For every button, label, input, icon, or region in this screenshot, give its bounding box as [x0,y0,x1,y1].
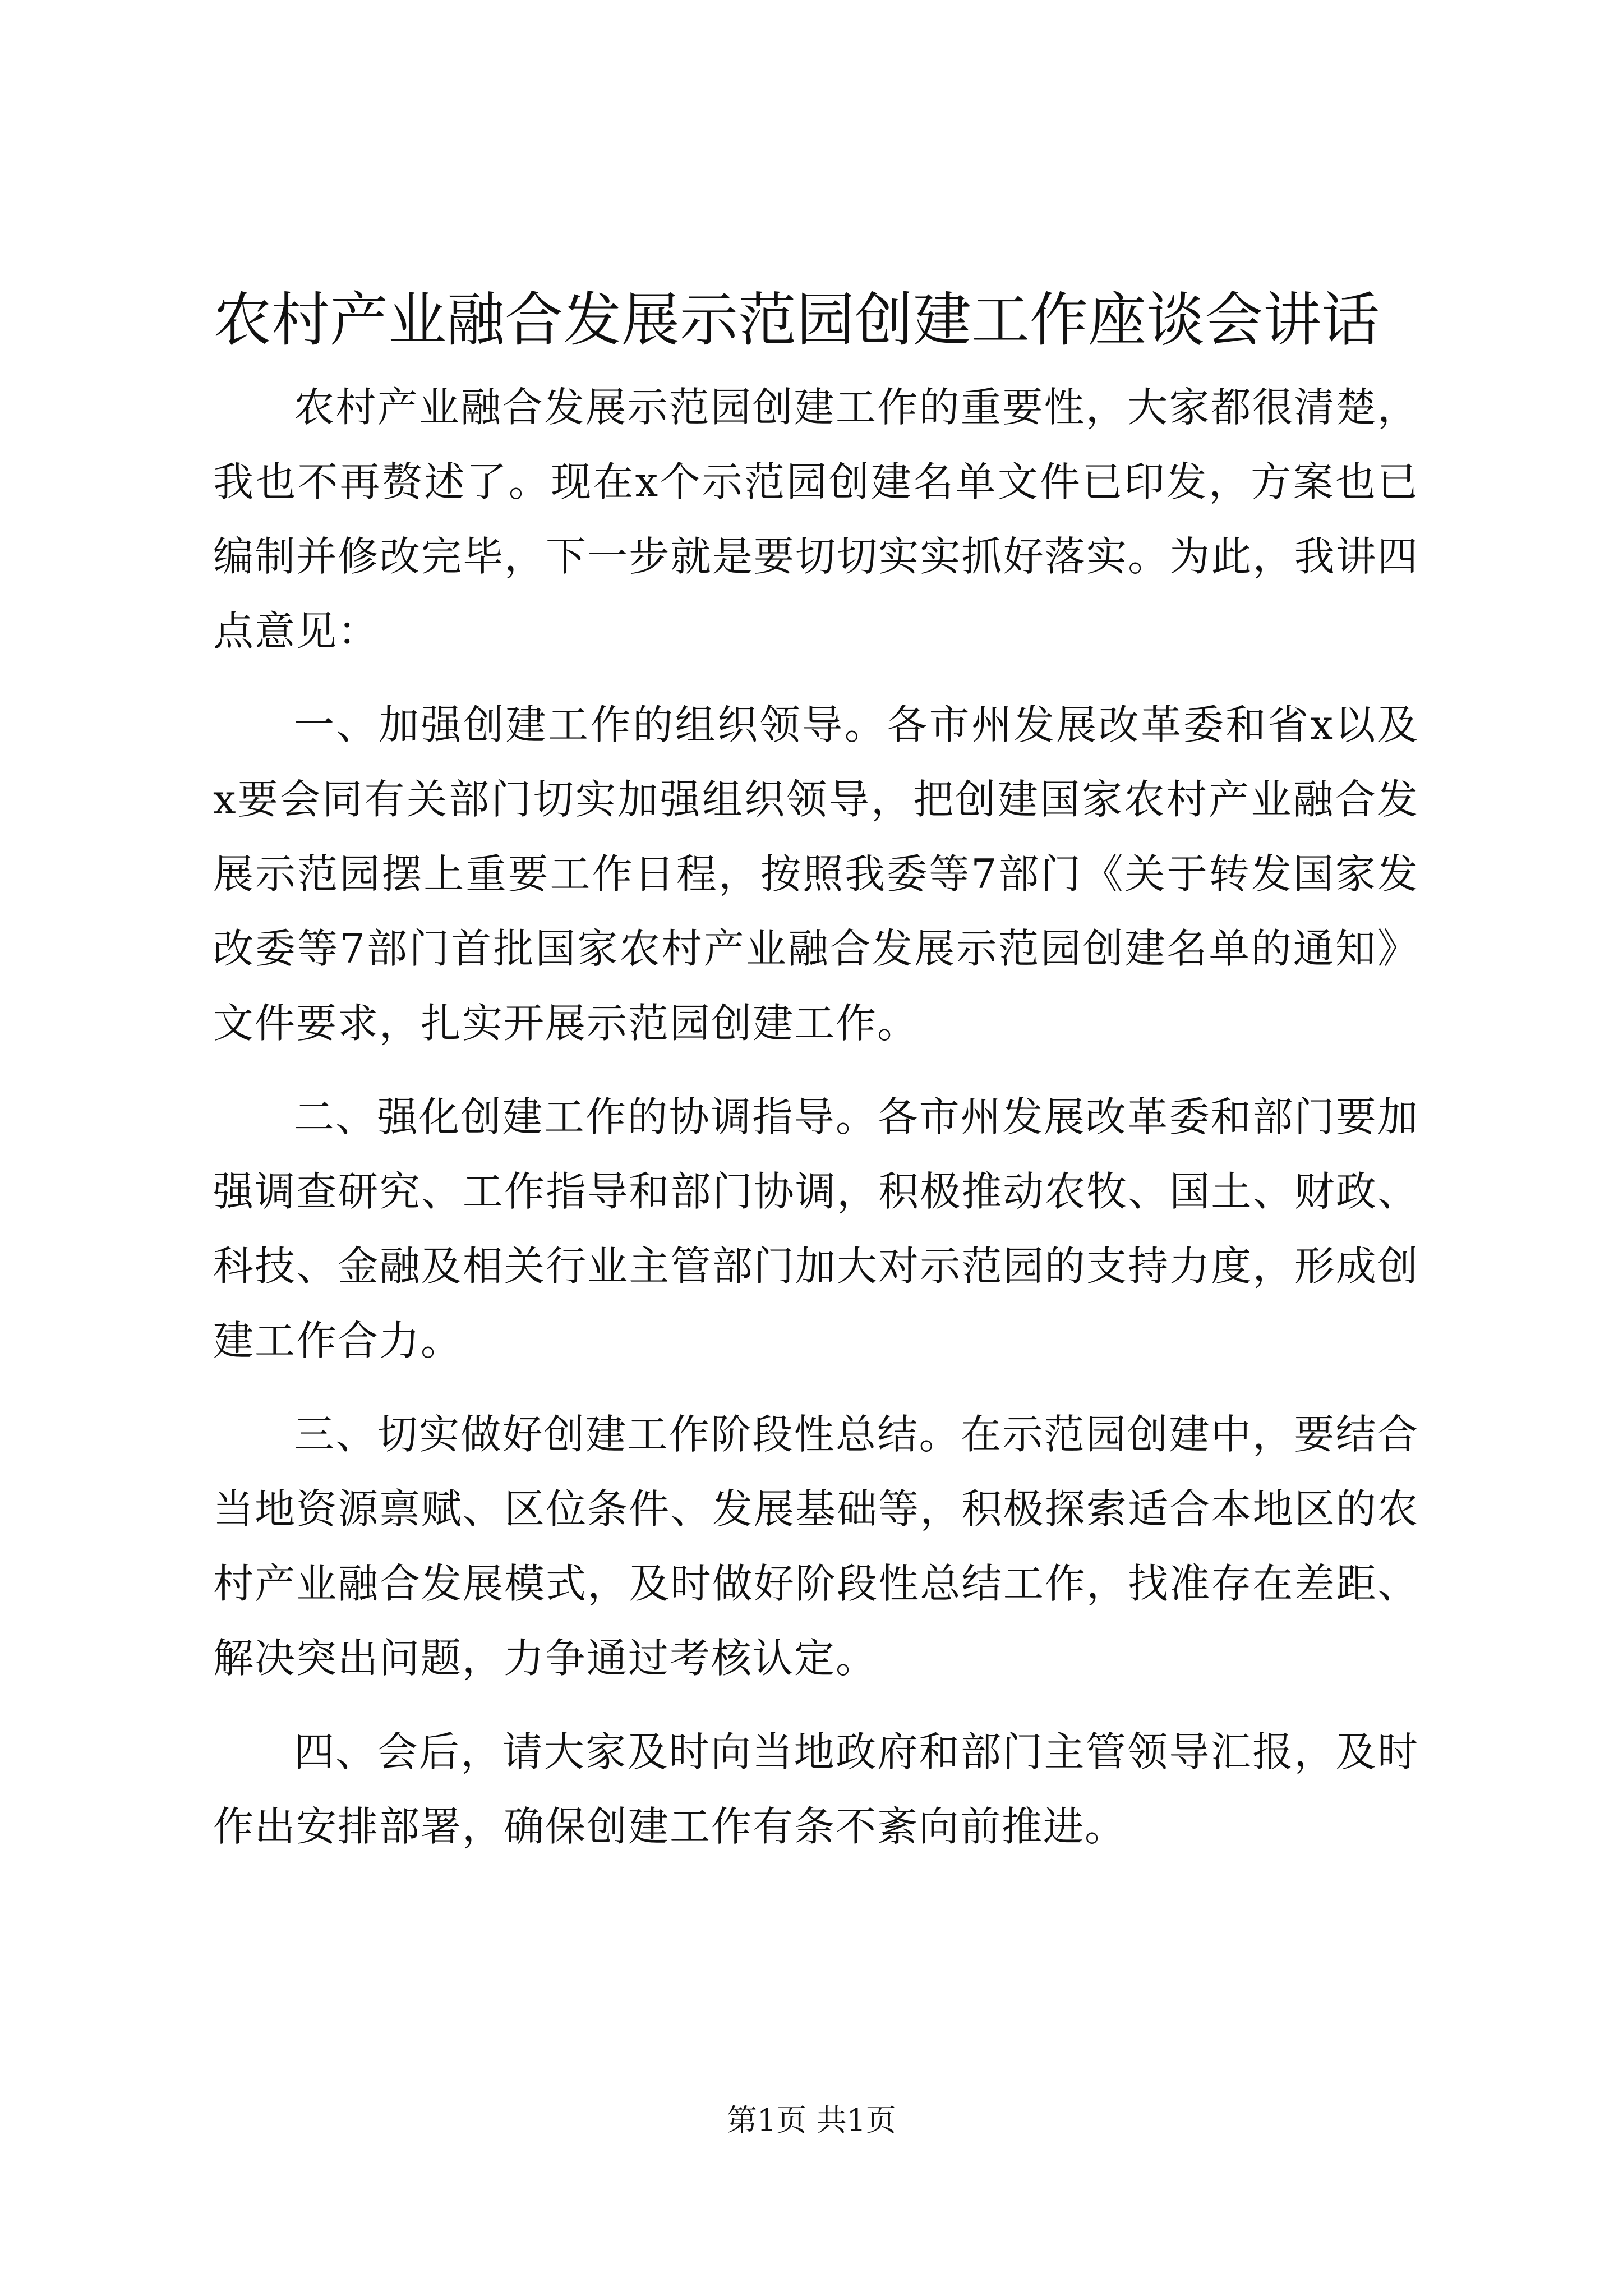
page-number-footer: 第1页 共1页 [727,2102,896,2138]
paragraph-point-1: 一、加强创建工作的组织领导。各市州发展改革委和省x以及x要会同有关部门切实加强组织领导，把创建国家农村产业融合发展示范园摆上重要工作日程，按照我委等7部门《关于转发国家发改委等7部门首批国家农村产业融合发展示范园创建名单的通知》文件要求，扎实开展示范园创建工作。 [213,701,1419,1047]
paragraph-point-2: 二、强化创建工作的协调指导。各市州发展改革委和部门要加强调查研究、工作指导和部门协调，积极推动农牧、国土、财政、科技、金融及相关行业主管部门加大对示范园的支持力度，形成创建工作合力。 [213,1093,1419,1364]
paragraph-intro: 农村产业融合发展示范园创建工作的重要性，大家都很清楚，我也不再赘述了。现在x个示范园创建名单文件已印发，方案也已编制并修改完毕，下一步就是要切切实实抓好落实。为此，我讲四点意见： [213,384,1419,655]
document-title: 农村产业融合发展示范园创建工作座谈会讲话 [213,286,1380,354]
paragraph-point-3: 三、切实做好创建工作阶段性总结。在示范园创建中，要结合当地资源禀赋、区位条件、发展基础等，积极探索适合本地区的农村产业融合发展模式，及时做好阶段性总结工作，找准存在差距、解决突出问题，力争通过考核认定。 [213,1411,1419,1682]
paragraph-point-4: 四、会后，请大家及时向当地政府和部门主管领导汇报，及时作出安排部署，确保创建工作有条不紊向前推进。 [213,1728,1419,1850]
document-body [213,370,1419,1883]
